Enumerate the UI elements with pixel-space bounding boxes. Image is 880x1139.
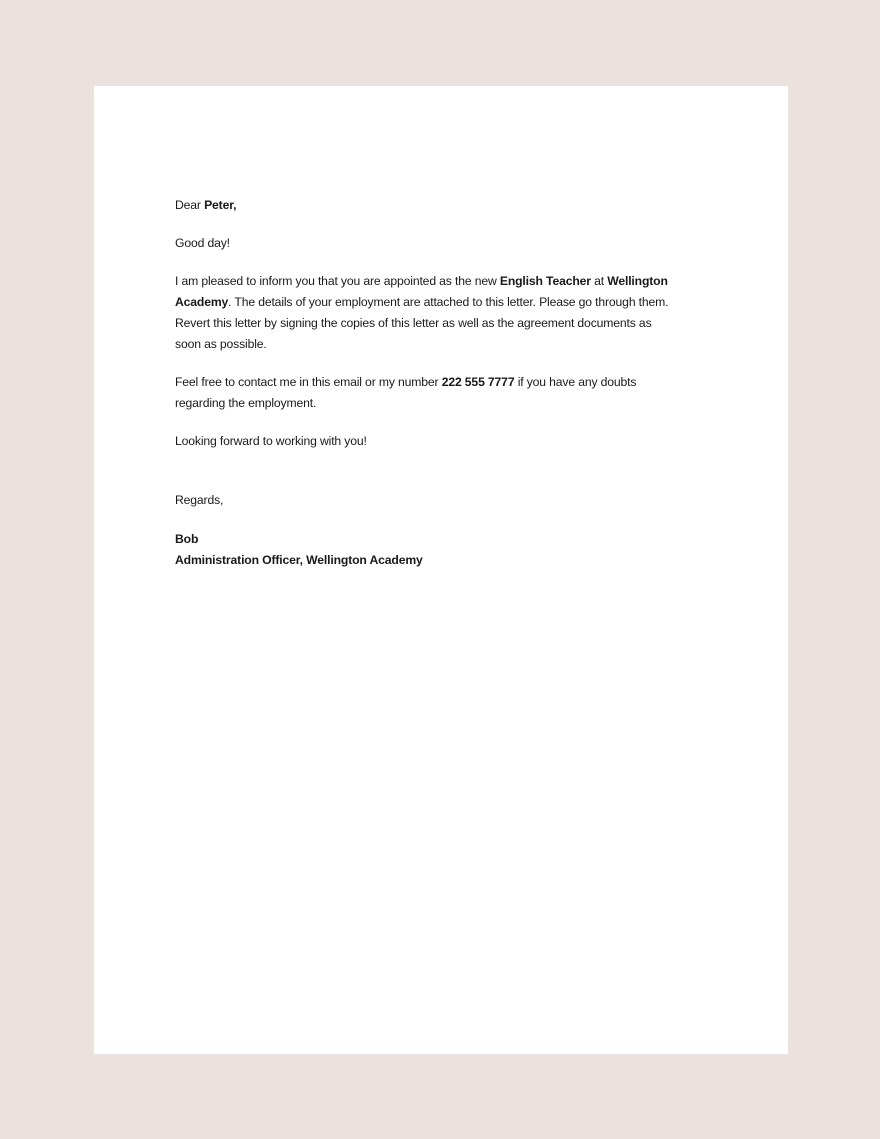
closing-line: Looking forward to working with you! (175, 434, 367, 448)
letter-body (175, 195, 710, 571)
phone-number: 222 555 7777 (441, 375, 515, 389)
para1-line-3: Revert this letter by signing the copies of this letter as well as the agreement documents as (175, 316, 652, 330)
signature-block (175, 529, 710, 571)
signer-name: Bob (175, 532, 199, 546)
position-title: English Teacher (499, 274, 591, 288)
para2-line-2: regarding the employment. (175, 396, 317, 410)
school-name-part-2: Academy (175, 295, 229, 309)
salutation (175, 195, 710, 216)
regards-line: Regards, (175, 493, 224, 507)
para1-line-4: soon as possible. (175, 337, 267, 351)
para2-text-2: if you have any doubts (514, 375, 637, 389)
recipient-name: Peter, (204, 198, 237, 212)
letter-page (94, 86, 788, 1054)
school-name-part-1: Wellington (607, 274, 668, 288)
para1-text-2: at (590, 274, 608, 288)
para2-text-1: Feel free to contact me in this email or my number (175, 375, 442, 389)
good-day-line: Good day! (175, 236, 230, 250)
salutation-prefix: Dear (175, 198, 205, 212)
signer-title: Administration Officer, Wellington Academy (175, 553, 423, 567)
contact-paragraph (175, 372, 710, 414)
para1-text-1: I am pleased to inform you that you are appointed as the new (175, 274, 500, 288)
para1-text-3: . The details of your employment are attached to this letter. Please go through them. (228, 295, 669, 309)
appointment-paragraph (175, 271, 710, 355)
